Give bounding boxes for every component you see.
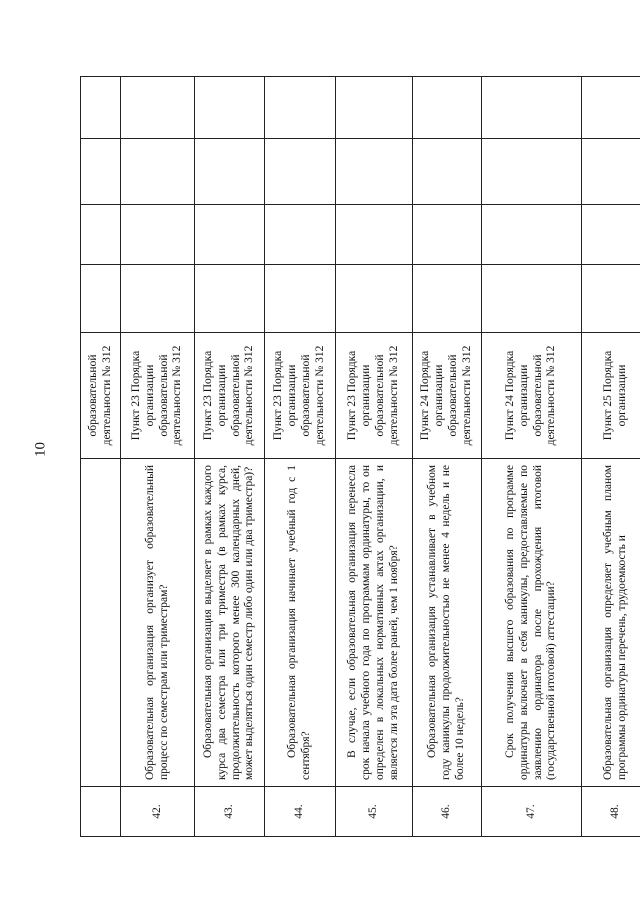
answer-no-cell[interactable] [413,205,482,265]
answer-na-cell[interactable] [482,139,582,205]
answer-na-cell[interactable] [413,139,482,205]
question-cell: В случае, если образовательная организация перенесла срок начала учебного года по программам ординатуры, то он определен в локальных нормативных актах организации, и является ли эта дата более раней, чем 1 ноября? [336,459,413,787]
question-cell: Образовательная организация организует образовательный процесс по семестрам или триместрам? [121,459,195,787]
row-number: 48. [582,787,640,837]
reference-cell: Пункт 23 Порядка организации образовательной деятельности № 312 [195,333,265,459]
checklist-table-rotated [80,77,628,837]
reference-cell: Пункт 23 Порядка организации образовательной деятельности № 312 [336,333,413,459]
row-number: 46. [413,787,482,837]
comment-cell[interactable] [413,77,482,139]
checklist-table [80,76,640,837]
question-cell [81,459,121,787]
comment-cell[interactable] [265,77,336,139]
reference-cell: Пункт 24 Порядка организации образовательной деятельности № 312 [482,333,582,459]
answer-na-cell[interactable] [336,139,413,205]
answer-yes-cell[interactable] [81,265,121,333]
comment-cell[interactable] [336,77,413,139]
comment-cell[interactable] [81,77,121,139]
answer-yes-cell[interactable] [121,265,195,333]
answer-no-cell[interactable] [582,205,640,265]
table-row [121,77,195,837]
question-cell: Срок получения высшего образования по программе ординатуры включает в себя каникулы, предоставляемые по заявлению ординатора после прохождения итоговой (государственной итоговой) аттестации? [482,459,582,787]
comment-cell[interactable] [121,77,195,139]
reference-cell: Пункт 24 Порядка организации образовательной деятельности № 312 [413,333,482,459]
answer-na-cell[interactable] [582,139,640,205]
answer-na-cell[interactable] [121,139,195,205]
answer-no-cell[interactable] [336,205,413,265]
answer-yes-cell[interactable] [482,265,582,333]
answer-no-cell[interactable] [195,205,265,265]
answer-na-cell[interactable] [81,139,121,205]
question-cell: Образовательная организация определяет учебным планом программы ординатуры перечень, трудоемкость и [582,459,640,787]
table-row [336,77,413,837]
question-cell: Образовательная организация выделяет в рамках каждого курса два семестра или три триместра (в рамках курса, продолжительность которого менее 300 календарных дней, может выделяться один семестр либо один или два триместра)? [195,459,265,787]
answer-no-cell[interactable] [482,205,582,265]
table-row [413,77,482,837]
answer-no-cell[interactable] [121,205,195,265]
answer-na-cell[interactable] [265,139,336,205]
answer-yes-cell[interactable] [336,265,413,333]
reference-cell: Пункт 23 Порядка организации образовательной деятельности № 312 [121,333,195,459]
row-number [81,787,121,837]
row-number: 45. [336,787,413,837]
row-number: 44. [265,787,336,837]
question-cell: Образовательная организация устанавливает в учебном году каникулы продолжительностью не менее 4 недель и не более 10 недель? [413,459,482,787]
answer-no-cell[interactable] [81,205,121,265]
answer-yes-cell[interactable] [265,265,336,333]
reference-cell: Пункт 25 Порядка организации [582,333,640,459]
answer-na-cell[interactable] [195,139,265,205]
answer-yes-cell[interactable] [413,265,482,333]
comment-cell[interactable] [482,77,582,139]
page-number: 10 [32,442,49,457]
reference-cell: Пункт 23 Порядка организации образовательной деятельности № 312 [265,333,336,459]
answer-yes-cell[interactable] [195,265,265,333]
table-row [265,77,336,837]
answer-yes-cell[interactable] [582,265,640,333]
comment-cell[interactable] [582,77,640,139]
row-number: 47. [482,787,582,837]
table-row [195,77,265,837]
row-number: 43. [195,787,265,837]
comment-cell[interactable] [195,77,265,139]
answer-no-cell[interactable] [265,205,336,265]
row-number: 42. [121,787,195,837]
table-row [81,77,121,837]
question-cell: Образовательная организация начинает учебный год с 1 сентября? [265,459,336,787]
table-row [482,77,582,837]
table-row [582,77,640,837]
reference-cell: образовательной деятельности № 312 [81,333,121,459]
